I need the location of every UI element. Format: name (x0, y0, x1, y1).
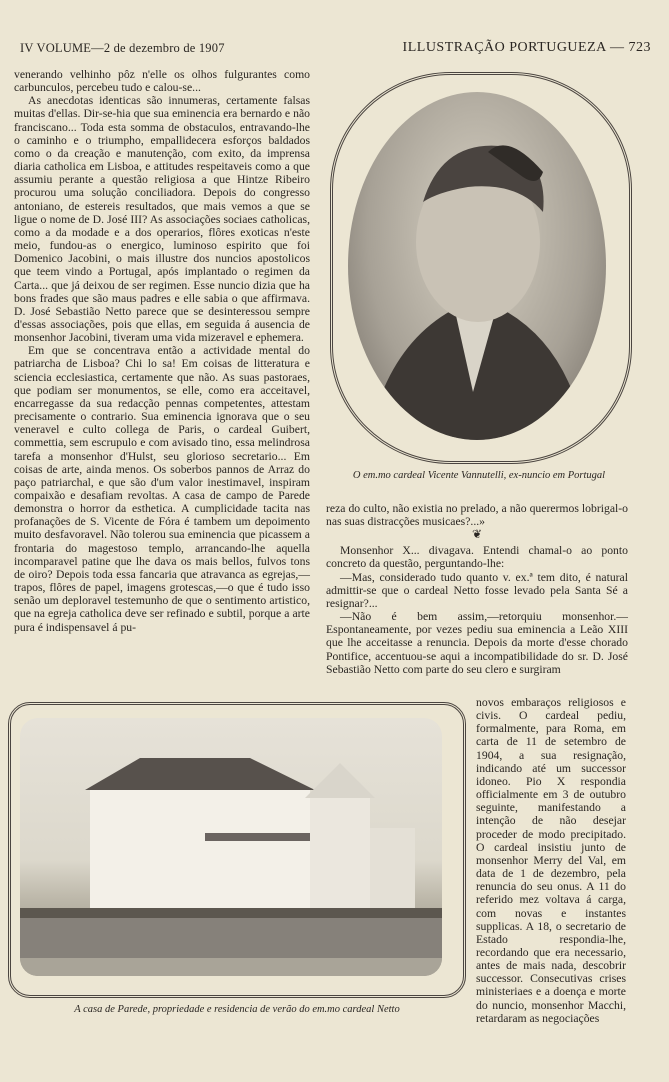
volume-date: IV VOLUME—2 de dezembro de 1907 (20, 41, 225, 55)
paragraph: —Não é bem assim,—retorquiu monsenhor.—Espontaneamente, por vezes pediu sua eminencia a Leão XIII que lhe acceitasse a renuncia. Depois da morte d'esse chorado Pontifice, accentuou-se aqui a incompatibilidade do sr. D. José Sebastião Netto com parte do seu clero e surgiram (326, 610, 628, 676)
house-caption: A casa de Parede, propriedade e residencia de verão do em.mo cardeal Netto (74, 1004, 400, 1015)
paragraph: venerando velhinho pôz n'elle os olhos fulgurantes como carbunculos, percebeu tudo e calou-se... (14, 68, 310, 95)
house-illustration (20, 718, 442, 976)
paragraph: Em que se concentrava então a actividade mental do patriarcha de Lisboa? Chi lo sa! Em coisas de litteratura e sciencia ecclesiastica, certamente que não. As suas pastoraes, que podiam ser monumentos, se elle, como era acceitavel, encarregasse da sua redacção pennas competentes, attestam precisamente o contrario. Sua eminencia ignorava que o seu veneravel e culto collega de Paris, o cardeal Guibert, commettia, sem escrupulo e com avisado tino, essa melindrosa tarefa a monsenhor d'Hulst, seu glorioso secretario... Em coisas de arte, ainda menos. Os soberbos pannos de Arraz do paço patriarchal, e que são d'um valor inestimavel, inspiram compaixão e desafiam revoltas. A casa de campo de Parede demonstra o horror da esthetica. A cumplicidade tacita nas profanações de S. Vicente de Fóra é tambem um depoimento muito desfavoravel. Não tolerou sua eminencia que picassem a frontaria do magestoso templo, arrancando-lhe aquella incomparavel patine que lhe dava os mais bellos, fulvos tons de oiro? Depois toda essa fancaria que atravanca as egrejas,—trapos, flôres de papel, imagens grotescas,—o que é tudo isso senão um deploravel testemunho de que o sentimento artistico, que na egreja catholica deve ser refinado e subtil, porque a arte pura é indispensavel á pu- (14, 344, 310, 634)
paragraph: Monsenhor X... divagava. Entendi chamal-o ao ponto concreto da questão, perguntando-lhe: (326, 544, 628, 571)
running-header (20, 38, 651, 58)
paragraph: novos embaraços religiosos e civis. O cardeal pediu, formalmente, para Roma, em carta de 11 de setembro de 1904, a sua resignação, indicando até um successor idoneo. Pio X respondia officialmente em 3 de outubro seguinte, manifestando a intenção de não desejar proceder de modo precipitado. O cardeal insistiu junto de monsenhor Merry del Val, em data de 1 de dezembro, pela renuncia do seu onus. A 11 do referido mez voltava á carga, com novas e instantes supplicas. A 18, o secretario de Estado respondia-lhe, recordando que era necessario, antes de mais nada, descobrir successor. Consecutivas crises ministeriaes e a doença e morte do nuncio, monsenhor Macchi, retardaram as negociações (476, 696, 626, 1025)
left-column-text (14, 68, 310, 634)
journal-title-page-number: ILLUSTRAÇÃO PORTUGUEZA — 723 (402, 40, 651, 55)
house-photo-parede (20, 718, 442, 976)
right-column-top-text (326, 502, 628, 676)
portrait-illustration (348, 92, 606, 440)
section-ornament: ❦ (471, 527, 483, 542)
paragraph: reza do culto, não existia no prelado, a não querermos lobrigal-o nas suas distracções musicaes?...» (326, 502, 628, 529)
portrait-caption: O em.mo cardeal Vicente Vannutelli, ex-nuncio em Portugal (352, 470, 606, 481)
portrait-photo-cardinal-vannutelli (348, 92, 606, 440)
right-column-bottom-text (476, 696, 626, 1025)
paragraph: —Mas, considerado tudo quanto v. ex.ª tem dito, é natural admittir-se que o cardeal Netto fosse levado pela Santa Sé a resignar?... (326, 570, 628, 610)
paragraph: As anecdotas identicas são innumeras, certamente falsas muitas d'ellas. Dir-se-hia que sua eminencia era bernardo e não franciscano... Toda esta somma de obstaculos, entravando-lhe o caminho e o triumpho, empallidecera esforços baldados como o da creação e manutenção, com exito, da imprensa diaria catholica em Lisboa, e attitudes respeitaveis como a que assumiu perante a questão religiosa a que Hintze Ribeiro procurou uma solução conciliadora. Depois do congresso antoniano, de estereis resultados, que mais vemos a que se ligue o nome de D. José III? As associações sociaes catholicas, como a da modade e a dos operarios, flôres exoticas n'este meio, fundou-as o energico, luminoso espirito que foi Domenico Jacobini, o mais illustre dos nuncios apostolicos que teem vindo a Portugal, após implantado o regimen da Carta... que já deixou de ser regimen. Esse nuncio dizia que ha bons frades que são maus padres e elle sabia o que affirmava. D. José Sebastião Netto parece que se desinteressou sempre d'essas associações, pois que ellas, em seguida á ausencia de monsenhor Jacobini, tiveram uma vida mizeravel e ephemera. (14, 94, 310, 345)
